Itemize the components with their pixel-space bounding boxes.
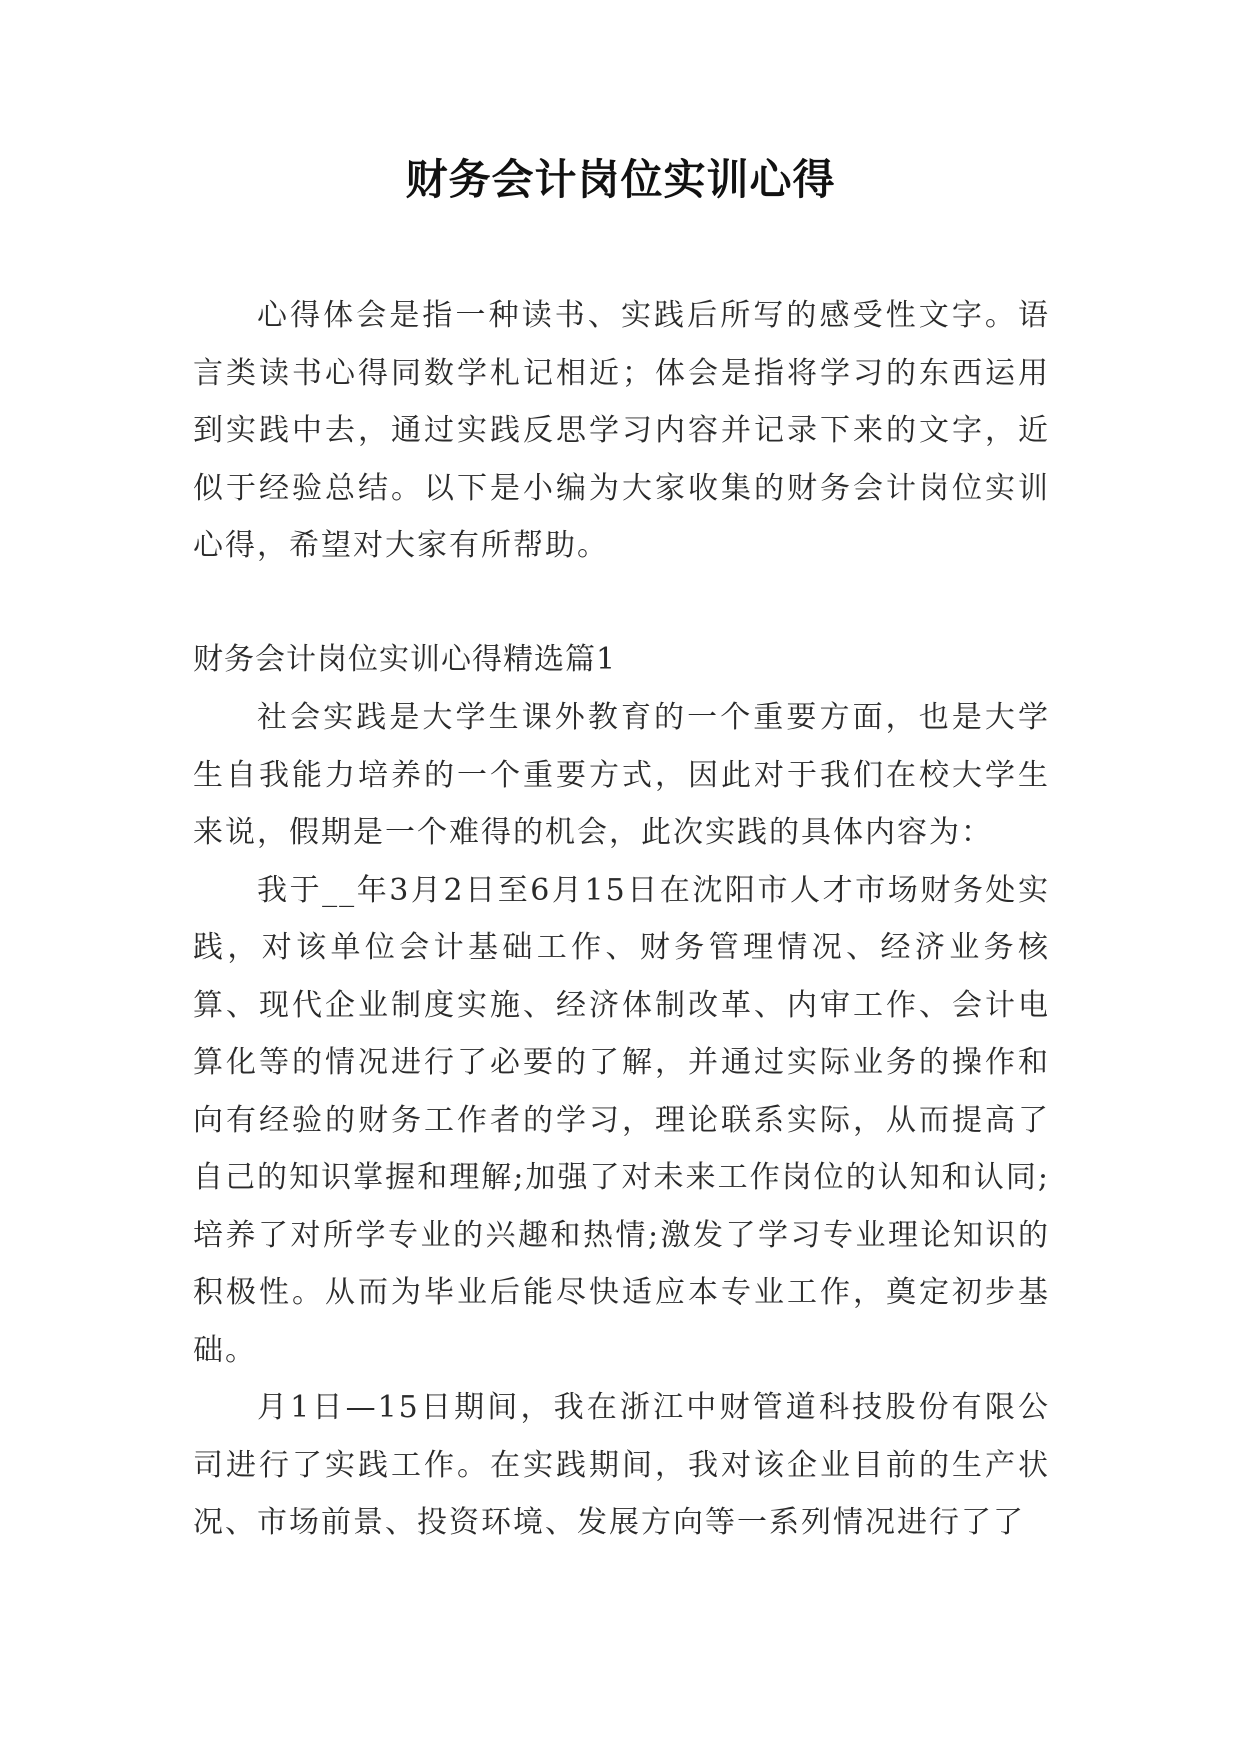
intro-block (193, 287, 1050, 575)
document-title: 财务会计岗位实训心得 (405, 155, 836, 204)
body-paragraph-2: 我于__年3月2日至6月15日在沈阳市人才市场财务处实践，对该单位会计基础工作、财务管理情况、经济业务核算、现代企业制度实施、经济体制改革、内审工作、会计电算化等的情况进行了必要的了解，并通过实际业务的操作和向有经验的财务工作者的学习，理论联系实际，从而提高了自己的知识掌握和理解;加强了对未来工作岗位的认知和认同;培养了对所学专业的兴趣和热情;激发了学习专业理论知识的积极性。从而为毕业后能尽快适应本专业工作，奠定初步基础。 (193, 872, 1050, 1368)
section-heading: 财务会计岗位实训心得精选篇1 (193, 642, 617, 677)
body-paragraph-1: 社会实践是大学生课外教育的一个重要方面，也是大学生自我能力培养的一个重要方式，因此对于我们在校大学生来说，假期是一个难得的机会，此次实践的具体内容为： (193, 700, 1050, 850)
section-body (193, 689, 1050, 1552)
body-paragraph-3: 月1日—15日期间，我在浙江中财管道科技股份有限公司进行了实践工作。在实践期间，我对该企业目前的生产状况、市场前景、投资环境、发展方向等一系列情况进行了了 (193, 1390, 1050, 1540)
intro-paragraph: 心得体会是指一种读书、实践后所写的感受性文字。语言类读书心得同数学札记相近；体会是指将学习的东西运用到实践中去，通过实践反思学习内容并记录下来的文字，近似于经验总结。以下是小编为大家收集的财务会计岗位实训心得，希望对大家有所帮助。 (193, 298, 1050, 563)
